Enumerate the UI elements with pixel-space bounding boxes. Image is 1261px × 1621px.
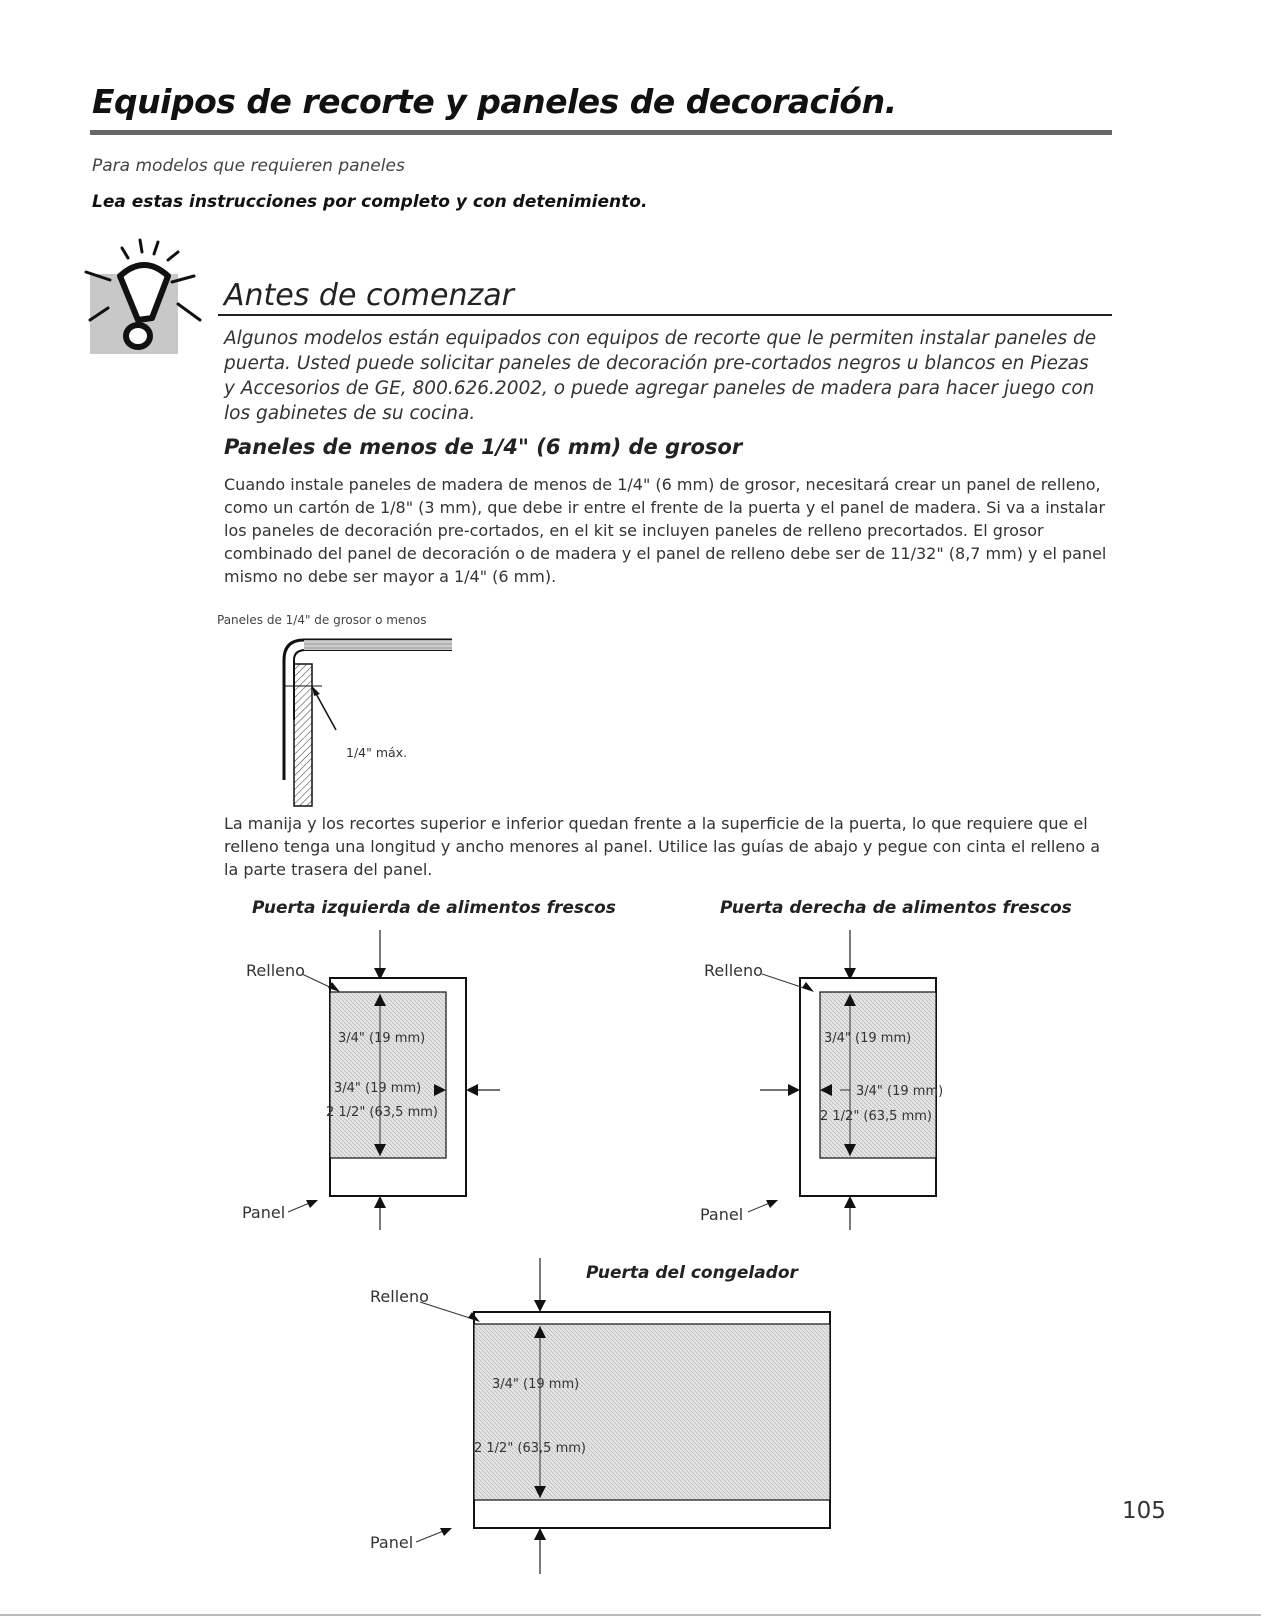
- right-panel-label: Panel: [700, 1205, 744, 1224]
- title-rule: [90, 130, 1112, 135]
- left-dim-bottom: 2 1/2" (63,5 mm): [326, 1105, 438, 1120]
- figure-caption: Paneles de 1/4" de grosor o menos: [217, 613, 427, 627]
- right-dim-side: 3/4" (19 mm): [856, 1084, 944, 1099]
- diagram-left-title: Puerta izquierda de alimentos frescos: [252, 898, 616, 918]
- freezer-dim-top: 3/4" (19 mm): [492, 1377, 580, 1392]
- freezer-door-diagram: [370, 1258, 870, 1576]
- paragraph-handle: La manija y los recortes superior e inferior quedan frente a la superficie de la puerta, lo que requiere que el relleno tenga una longitud y ancho menores al panel. Utilice las guías de abajo y pegue con cinta el relleno a la parte trasera del panel.: [224, 814, 1100, 879]
- bottom-rule: [0, 1614, 1261, 1616]
- left-door-diagram: [240, 930, 520, 1230]
- subsection-heading: Paneles de menos de 1/4" (6 mm) de grosor: [224, 435, 743, 459]
- right-dim-bottom: 2 1/2" (63,5 mm): [820, 1109, 932, 1124]
- warning-text: Lea estas instrucciones por completo y con detenimiento.: [92, 192, 648, 212]
- right-relleno-label: Relleno: [704, 961, 763, 980]
- page-subtitle: Para modelos que requieren paneles: [92, 156, 405, 176]
- figure-max-label: 1/4" máx.: [346, 745, 408, 760]
- cross-section-figure: [270, 630, 470, 810]
- section-intro: Algunos modelos están equipados con equipos de recorte que le permiten instalar paneles de puerta. Usted puede solicitar paneles de decoración pre-cortados negros u blancos en Piezas y Accesorios de GE, 800.626.2002, o puede agregar paneles de madera para hacer juego con los gabinetes de su cocina.: [224, 328, 1097, 424]
- page-title: Equipos de recorte y paneles de decoración.: [92, 82, 897, 121]
- diagram-right-title: Puerta derecha de alimentos frescos: [720, 898, 1072, 918]
- section-rule: [218, 314, 1112, 316]
- section-title: Antes de comenzar: [224, 278, 514, 313]
- left-relleno-label: Relleno: [246, 961, 305, 980]
- caution-icon: [82, 232, 212, 357]
- diagram-freezer-title: Puerta del congelador: [586, 1263, 798, 1283]
- freezer-dim-bottom: 2 1/2" (63,5 mm): [474, 1441, 586, 1456]
- paragraph-thin-panels: Cuando instale paneles de madera de menos de 1/4" (6 mm) de grosor, necesitará crear un panel de relleno, como un cartón de 1/8" (3 mm), que debe ir entre el frente de la puerta y el panel de madera. Si va a instalar los paneles de decoración pre-cortados, en el kit se incluyen paneles de relleno precortados. El grosor combinado del panel de decoración o de madera y el panel de relleno debe ser de 11/32" (8,7 mm) y el panel mismo no debe ser mayor a 1/4" (6 mm).: [224, 475, 1107, 586]
- freezer-relleno-label: Relleno: [370, 1287, 429, 1306]
- right-dim-top: 3/4" (19 mm): [824, 1031, 912, 1046]
- left-dim-top: 3/4" (19 mm): [338, 1031, 426, 1046]
- right-door-diagram: [700, 930, 960, 1230]
- left-dim-side: 3/4" (19 mm): [334, 1081, 422, 1096]
- freezer-panel-label: Panel: [370, 1533, 414, 1552]
- left-panel-label: Panel: [242, 1203, 286, 1222]
- page-number: 105: [1122, 1498, 1166, 1524]
